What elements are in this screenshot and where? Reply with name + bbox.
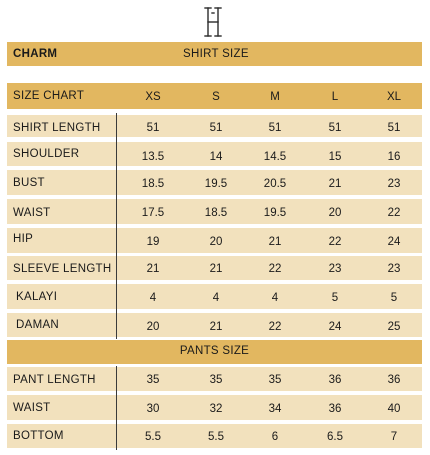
row-value: 20.5: [263, 178, 287, 190]
row-value: 34: [268, 403, 282, 415]
row-value: 19: [146, 236, 160, 248]
row-value: 24: [328, 321, 342, 333]
row-value: 4: [212, 292, 220, 304]
table-row: [7, 115, 422, 137]
row-value: 4: [271, 292, 279, 304]
row-value: 18.5: [204, 207, 228, 219]
row-value: 17.5: [141, 207, 165, 219]
row-label: WAIST: [13, 402, 51, 414]
table-row: [7, 228, 422, 253]
row-value: 5: [331, 292, 339, 304]
row-value: 21: [328, 178, 342, 190]
row-value: 13.5: [141, 151, 165, 163]
row-value: 35: [209, 374, 223, 386]
row-value: 25: [387, 321, 401, 333]
pants-header-bar: [7, 340, 422, 364]
row-value: 51: [146, 122, 160, 134]
row-value: 6.5: [327, 431, 343, 443]
row-value: 18.5: [141, 178, 165, 190]
row-value: 51: [328, 122, 342, 134]
row-value: 19.5: [204, 178, 228, 190]
row-value: 51: [268, 122, 282, 134]
column-divider: [116, 366, 117, 450]
row-value: 24: [387, 236, 401, 248]
row-value: 14: [209, 151, 223, 163]
brand-logo-mark: [203, 5, 223, 39]
table-row: [7, 284, 422, 309]
row-value: 22: [328, 236, 342, 248]
row-value: 22: [268, 321, 282, 333]
size-header-l: L: [331, 91, 339, 103]
size-header-xs: XS: [145, 91, 161, 103]
row-value: 5: [390, 292, 398, 304]
table-row: [7, 256, 422, 280]
row-value: 36: [387, 374, 401, 386]
row-value: 36: [328, 374, 342, 386]
row-value: 51: [387, 122, 401, 134]
row-value: 5.5: [208, 431, 224, 443]
row-value: 21: [146, 263, 160, 275]
row-value: 4: [149, 292, 157, 304]
row-label: KALAYI: [16, 291, 58, 303]
row-value: 32: [209, 403, 223, 415]
size-chart-label: SIZE CHART: [13, 90, 85, 102]
row-value: 20: [209, 236, 223, 248]
row-value: 22: [387, 207, 401, 219]
row-value: 36: [328, 403, 342, 415]
brand-logo: [203, 5, 223, 39]
row-label: HIP: [13, 233, 34, 245]
row-value: 19.5: [263, 207, 287, 219]
size-header-m: M: [270, 91, 280, 103]
row-value: 7: [390, 431, 398, 443]
row-value: 16: [387, 151, 401, 163]
row-label: DAMAN: [16, 319, 60, 331]
row-label: BOTTOM: [13, 430, 64, 442]
row-value: 20: [328, 207, 342, 219]
row-label: PANT LENGTH: [13, 374, 96, 386]
shirt-size-title: SHIRT SIZE: [183, 48, 249, 60]
row-value: 21: [268, 236, 282, 248]
table-row: [7, 170, 422, 195]
brand-header-bar: [7, 42, 422, 66]
row-label: WAIST: [13, 207, 51, 219]
row-value: 30: [146, 403, 160, 415]
row-value: 51: [209, 122, 223, 134]
row-value: 5.5: [145, 431, 161, 443]
row-label: SHOULDER: [13, 148, 80, 160]
row-value: 23: [328, 263, 342, 275]
row-label: BUST: [13, 177, 45, 189]
table-row: [7, 424, 422, 448]
table-row: [7, 395, 422, 420]
row-value: 22: [268, 263, 282, 275]
row-value: 15: [328, 151, 342, 163]
row-label: SLEEVE LENGTH: [13, 263, 112, 275]
row-value: 6: [271, 431, 279, 443]
size-header-s: S: [212, 91, 220, 103]
row-value: 21: [209, 263, 223, 275]
row-value: 35: [268, 374, 282, 386]
column-divider: [116, 113, 117, 339]
table-row: [7, 142, 422, 166]
row-value: 40: [387, 403, 401, 415]
row-value: 35: [146, 374, 160, 386]
row-label: SHIRT LENGTH: [13, 122, 101, 134]
pants-size-title: PANTS SIZE: [179, 345, 250, 357]
brand-name: CHARM: [13, 48, 58, 60]
table-row: [7, 367, 422, 391]
table-row: [7, 313, 422, 337]
row-value: 20: [146, 321, 160, 333]
row-value: 14.5: [263, 151, 287, 163]
size-header-xl: XL: [386, 91, 402, 103]
row-value: 21: [209, 321, 223, 333]
size-header-bar: [7, 83, 422, 109]
table-row: [7, 199, 422, 224]
row-value: 23: [387, 263, 401, 275]
row-value: 23: [387, 178, 401, 190]
